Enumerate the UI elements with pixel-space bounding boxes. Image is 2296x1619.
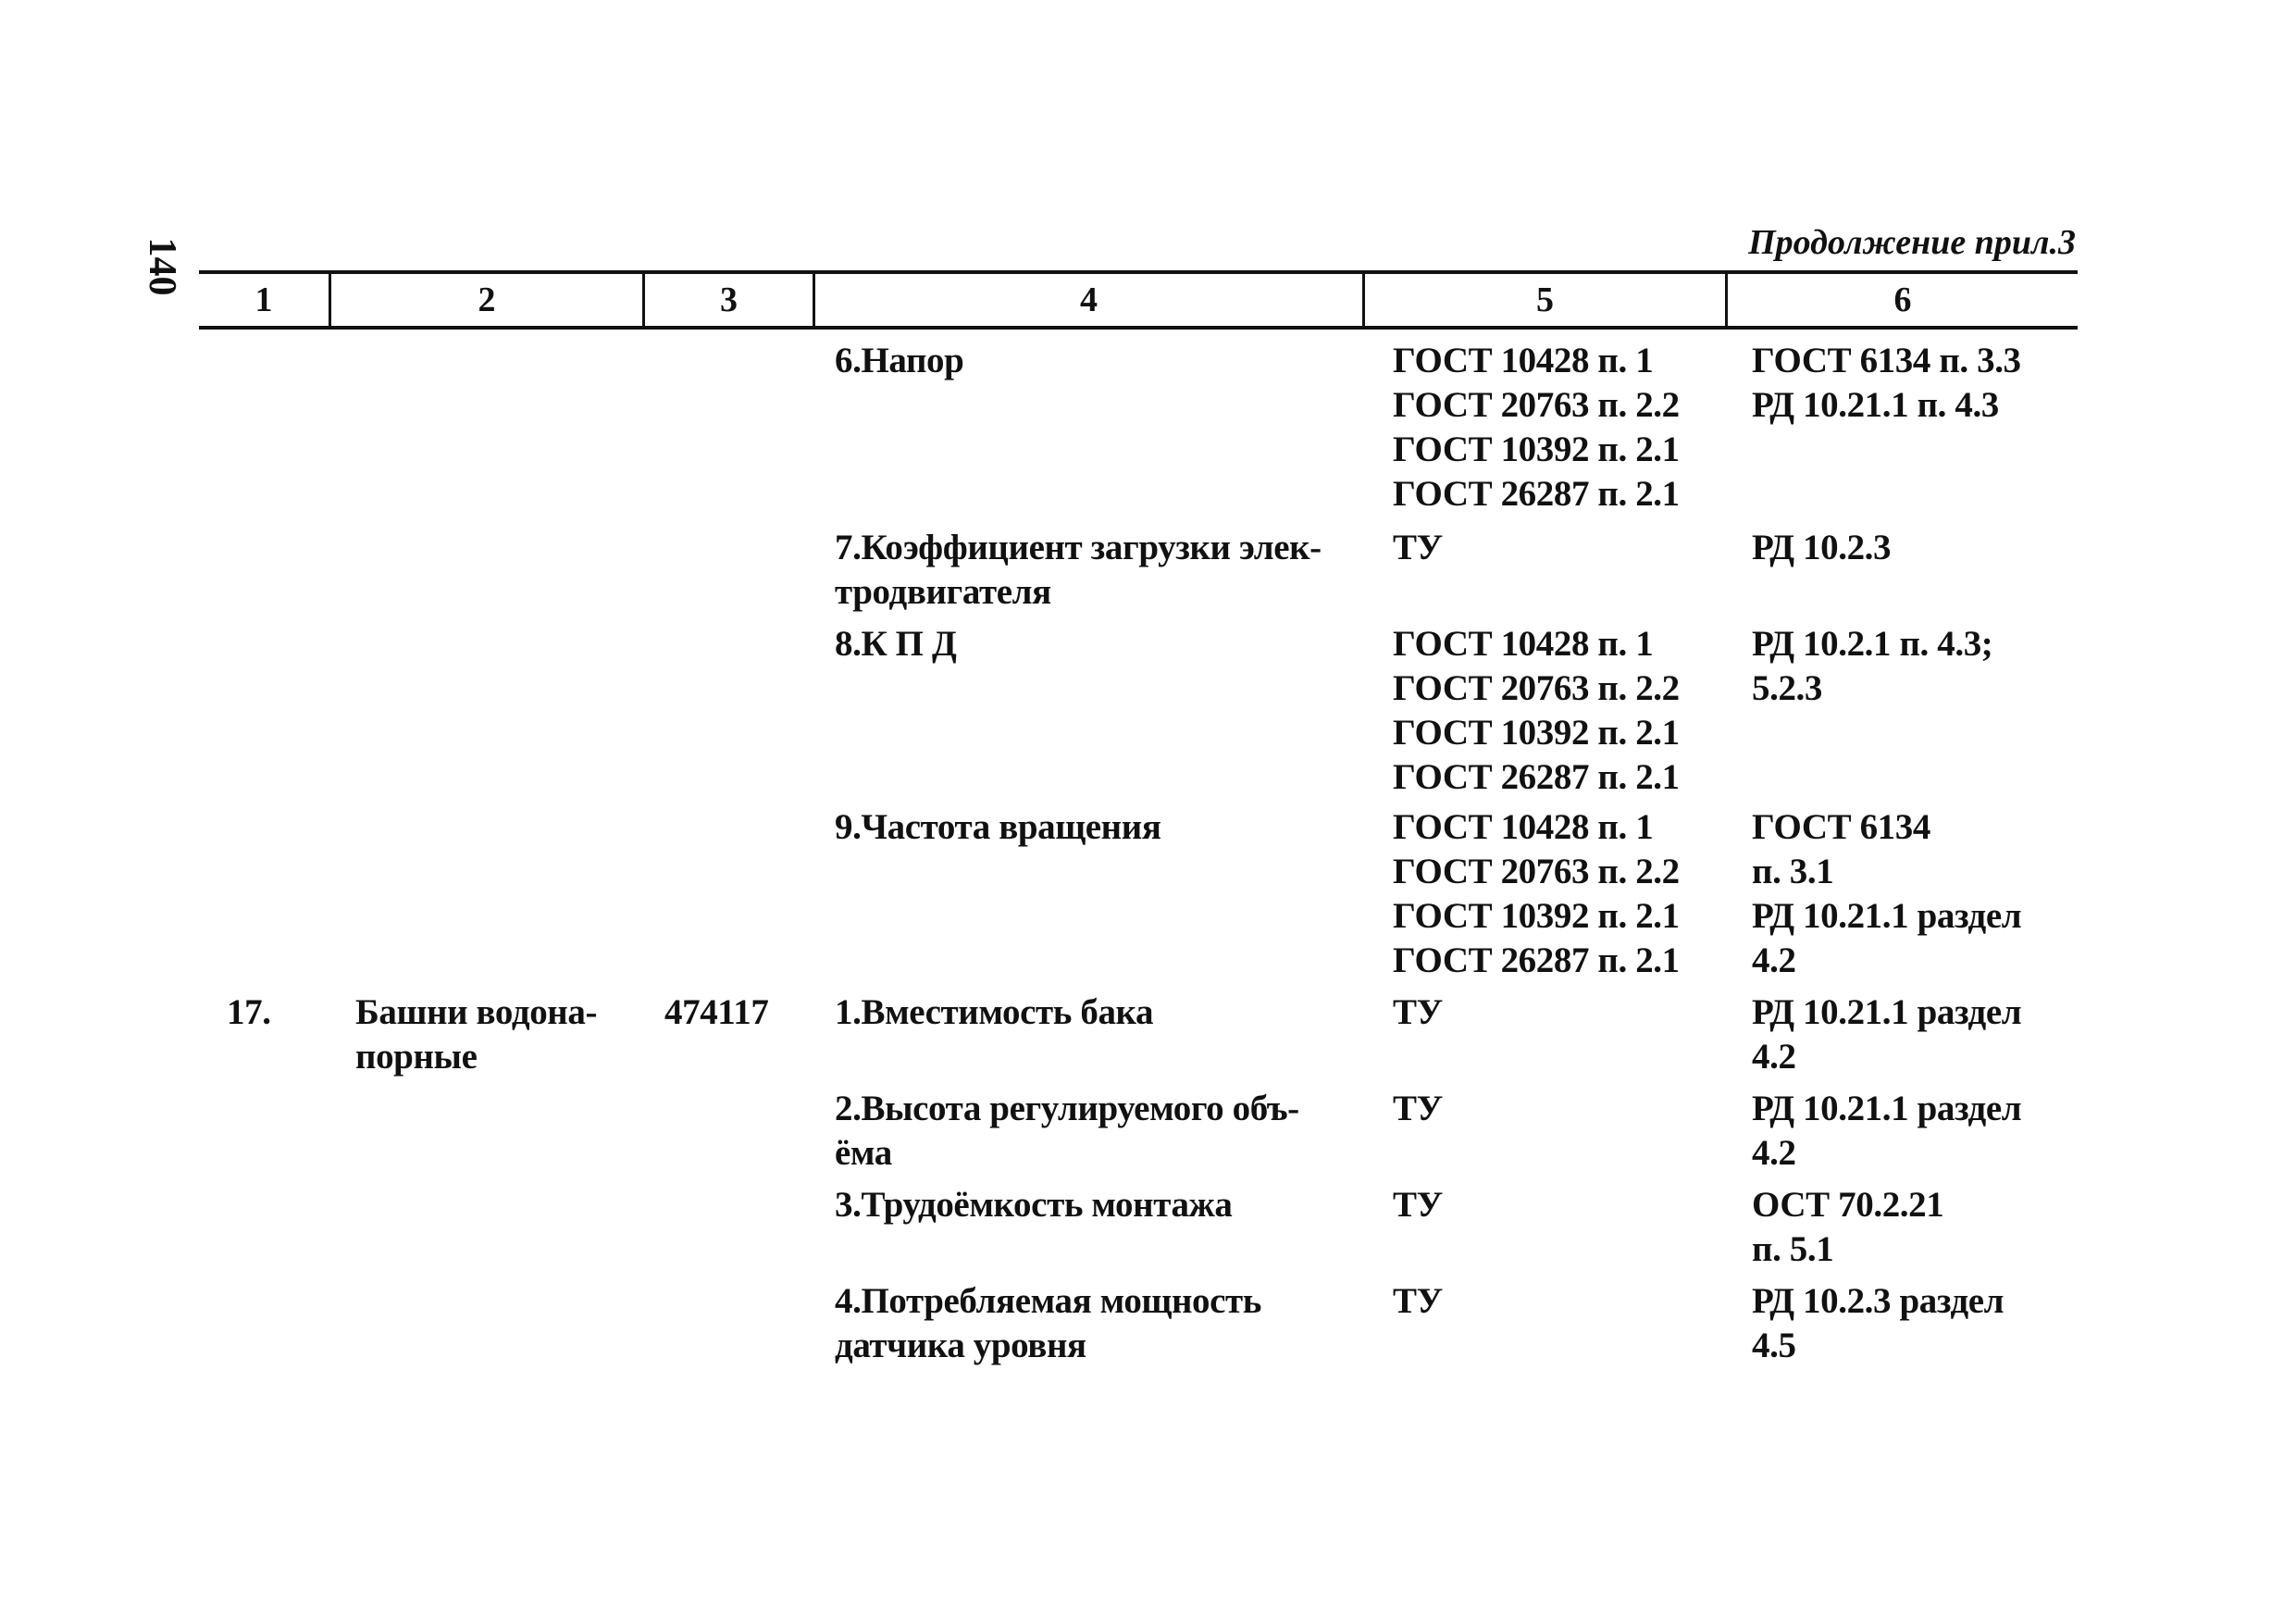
row-4-number: 17. (227, 992, 271, 1032)
row-5-method: ТУ (1393, 1089, 1443, 1128)
row-4-name: Башни водона- порные (355, 992, 598, 1077)
row-2-parameter: 8.К П Д (835, 624, 957, 664)
row-7-parameter: 4.Потребляемая мощность датчика уровня (835, 1281, 1262, 1365)
header-col-5: 5 (1536, 280, 1554, 319)
header-col-4: 4 (1080, 280, 1098, 319)
row-1-method: ТУ (1393, 528, 1443, 567)
row-3-parameter: 9.Частота вращения (835, 807, 1161, 847)
row-0-parameter: 6.Напор (835, 341, 964, 380)
row-4-code: 474117 (664, 992, 769, 1032)
row-1-norm: РД 10.2.3 (1752, 528, 1892, 567)
row-4-parameter: 1.Вместимость бака (835, 992, 1154, 1032)
row-7-norm: РД 10.2.3 раздел 4.5 (1752, 1281, 2004, 1365)
header-col-6: 6 (1893, 280, 1912, 319)
row-2-norm: РД 10.2.1 п. 4.3; 5.2.3 (1752, 624, 1993, 708)
row-3-method: ГОСТ 10428 п. 1 ГОСТ 20763 п. 2.2 ГОСТ 10392 п. 2.1 ГОСТ 26287 п. 2.1 (1393, 807, 1680, 980)
row-6-method: ТУ (1393, 1185, 1443, 1225)
row-5-parameter: 2.Высота регулируемого объ- ёма (835, 1089, 1299, 1173)
row-1-parameter: 7.Коэффициент загрузки элек- тродвигателя (835, 528, 1322, 612)
row-0-method: ГОСТ 10428 п. 1 ГОСТ 20763 п. 2.2 ГОСТ 10392 п. 2.1 ГОСТ 26287 п. 2.1 (1393, 341, 1680, 514)
row-5-norm: РД 10.21.1 раздел 4.2 (1752, 1089, 2022, 1173)
row-6-norm: ОСТ 70.2.21 п. 5.1 (1752, 1185, 1944, 1269)
page-number: 140 (141, 237, 183, 296)
row-4-norm: РД 10.21.1 раздел 4.2 (1752, 992, 2022, 1077)
row-4-method: ТУ (1393, 992, 1443, 1032)
header-col-1: 1 (254, 280, 273, 319)
header-col-3: 3 (720, 280, 738, 319)
row-2-method: ГОСТ 10428 п. 1 ГОСТ 20763 п. 2.2 ГОСТ 10392 п. 2.1 ГОСТ 26287 п. 2.1 (1393, 624, 1680, 797)
row-0-norm: ГОСТ 6134 п. 3.3 РД 10.21.1 п. 4.3 (1752, 341, 2021, 425)
row-7-method: ТУ (1393, 1281, 1443, 1321)
header-bottom-rule (199, 326, 2078, 330)
continuation-label: Продолжение прил.3 (1748, 223, 2076, 262)
row-6-parameter: 3.Трудоёмкость монтажа (835, 1185, 1233, 1225)
header-col-2: 2 (478, 280, 496, 319)
row-3-norm: ГОСТ 6134 п. 3.1 РД 10.21.1 раздел 4.2 (1752, 807, 2022, 980)
